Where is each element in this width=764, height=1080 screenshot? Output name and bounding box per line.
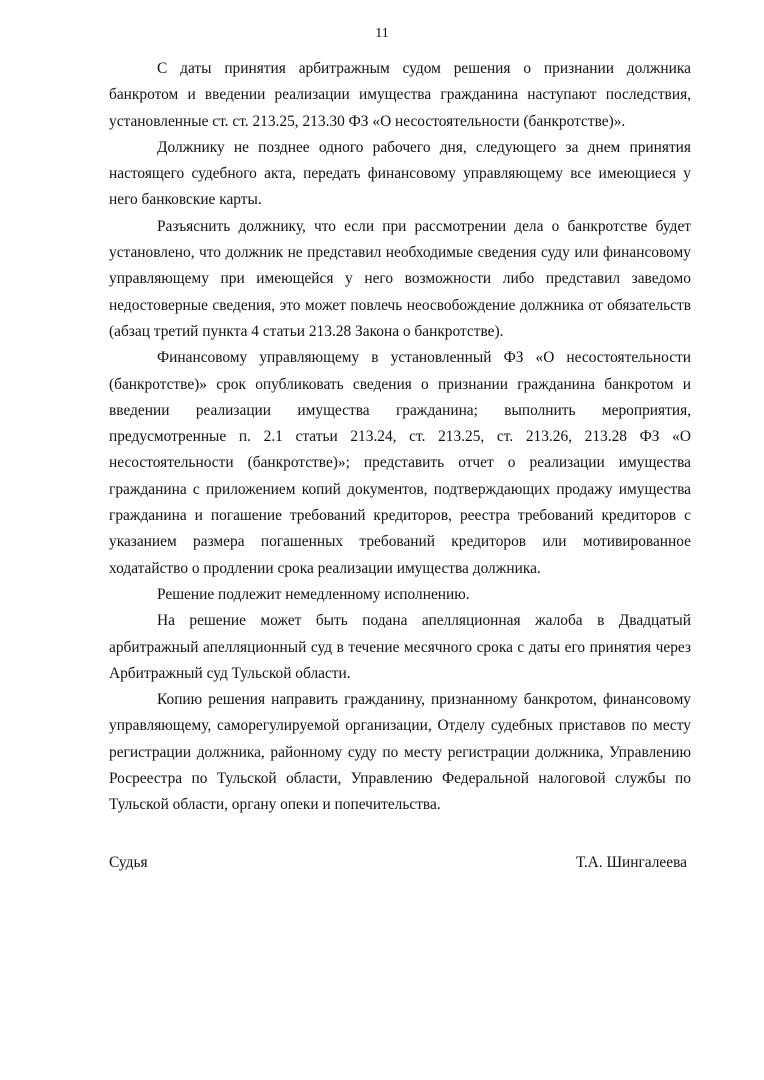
paragraph-explanation: Разъяснить должнику, что если при рассмотрении дела о банкротстве будет установлено, что должник не представил необходимые сведения суду или финансовому управляющему при имеющейся у него возможности либо представил заведомо недостоверные сведения, это может повлечь неосвобождение должника от обязательств (абзац третий пункта 4 статьи 213.28 Закона о банкротстве). bbox=[109, 217, 691, 340]
paragraph-bank-cards: Должнику не позднее одного рабочего дня, следующего за днем принятия настоящего судебного акта, передать финансовому управляющему все имеющиеся у него банковские карты. bbox=[109, 138, 691, 209]
paragraph-distribution: Копию решения направить гражданину, признанному банкротом, финансовому управляющему, саморегулируемой организации, Отделу судебных приставов по месту регистрации должника, районному суду по месту регистрации должника, Управлению Росреестра по Тульской области, Управлению Федеральной налоговой службы по Тульской области, органу опеки и попечительства. bbox=[109, 691, 691, 814]
paragraph-financial-manager: Финансовому управляющему в установленный ФЗ «О несостоятельности (банкротстве)» срок опубликовать сведения о признании гражданина банкротом и введении реализации имущества гражданина; выполнить мероприятия, предусмотренные п. 2.1 статьи 213.24, ст. 213.25, ст. 213.26, 213.28 ФЗ «О несостоятельности (банкротстве)»; представить отчет о реализации имущества гражданина с приложением копий документов, подтверждающих продажу имущества гражданина и погашение требований кредиторов, реестра требований кредиторов с указанием размера погашенных требований кредиторов или мотивированное ходатайство о продлении срока реализации имущества должника. bbox=[109, 349, 691, 577]
signature-name: Т.А. Шингалеева bbox=[575, 854, 687, 871]
paragraph-immediate-execution: Решение подлежит немедленному исполнению. bbox=[157, 585, 470, 603]
paragraph-consequences: С даты принятия арбитражным судом решения о признании должника банкротом и введении реализации имущества гражданина наступают последствия, установленные ст. ст. 213.25, 213.30 ФЗ «О несостоятельности (банкротстве)». bbox=[109, 60, 691, 130]
paragraph-appeal: На решение может быть подана апелляционная жалоба в Двадцатый арбитражный апелляционный суд в течение месячного срока с даты его принятия через Арбитражный суд Тульской области. bbox=[109, 612, 691, 682]
page-number: 11 bbox=[375, 26, 389, 41]
signature-role: Судья bbox=[109, 854, 148, 871]
document-body bbox=[109, 56, 691, 819]
